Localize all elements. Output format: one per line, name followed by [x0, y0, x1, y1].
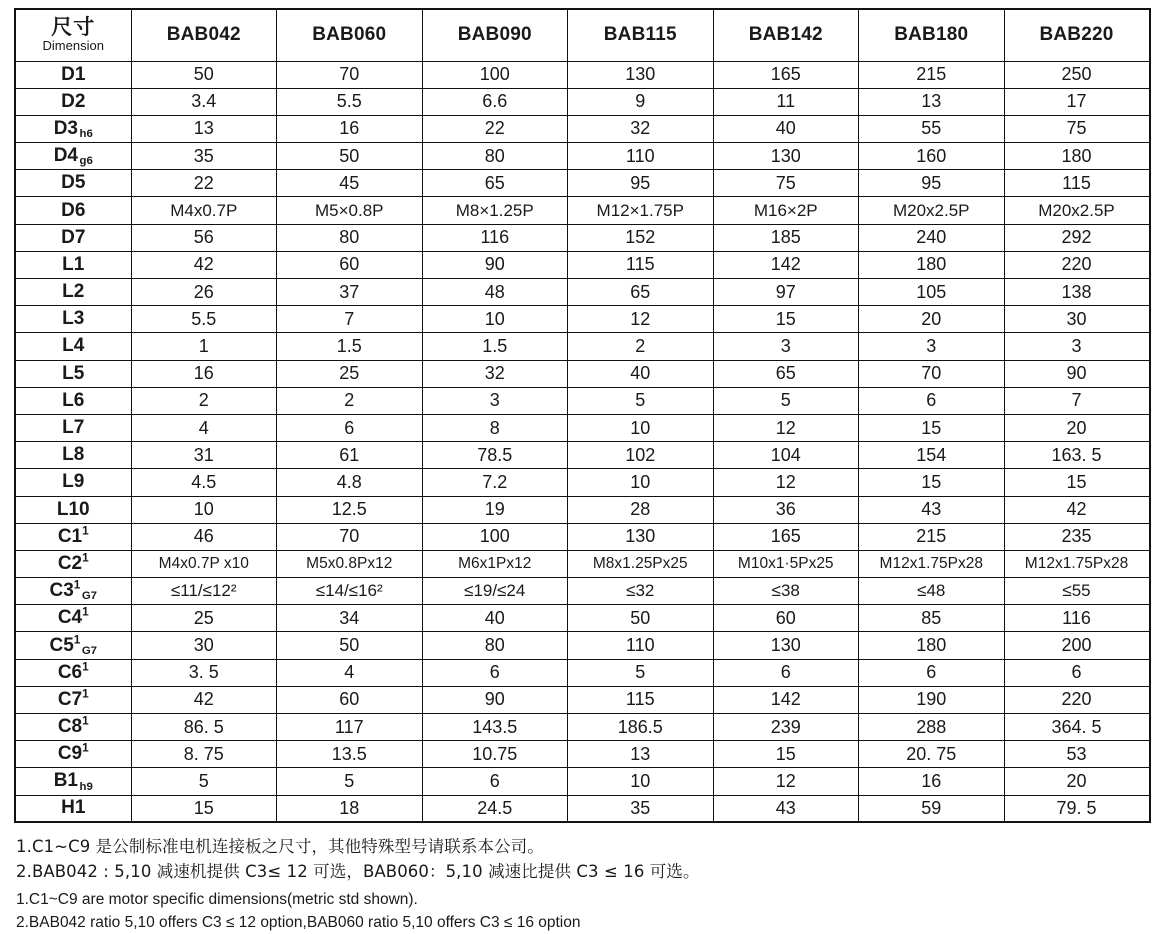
cell-l3-bab180: 20 — [859, 306, 1005, 333]
cell-c5-bab042: 30 — [131, 632, 277, 659]
cell-c9-bab042: 8. 75 — [131, 741, 277, 768]
cell-l3-bab042: 5.5 — [131, 306, 277, 333]
cell-l9-bab220: 15 — [1004, 469, 1150, 496]
row-label-d6: D6 — [15, 197, 131, 224]
cell-d2-bab180: 13 — [859, 88, 1005, 115]
cell-l4-bab142: 3 — [713, 333, 859, 360]
cell-h1-bab115: 35 — [568, 795, 714, 822]
cell-c6-bab220: 6 — [1004, 659, 1150, 686]
cell-d7-bab115: 152 — [568, 224, 714, 251]
cell-c6-bab042: 3. 5 — [131, 659, 277, 686]
cell-d1-bab090: 100 — [422, 61, 568, 88]
cell-d5-bab220: 115 — [1004, 170, 1150, 197]
cell-d7-bab220: 292 — [1004, 224, 1150, 251]
cell-d1-bab142: 165 — [713, 61, 859, 88]
table-row — [15, 333, 1150, 360]
row-label-superscript: 1 — [82, 714, 89, 728]
cell-l7-bab220: 20 — [1004, 414, 1150, 441]
table-row — [15, 659, 1150, 686]
cell-l2-bab090: 48 — [422, 279, 568, 306]
model-header-bab115: BAB115 — [568, 9, 714, 61]
cell-c7-bab142: 142 — [713, 686, 859, 713]
cell-d1-bab060: 70 — [277, 61, 423, 88]
cell-d4-bab220: 180 — [1004, 143, 1150, 170]
cell-l6-bab042: 2 — [131, 387, 277, 414]
cell-b1-bab115: 10 — [568, 768, 714, 795]
table-row — [15, 143, 1150, 170]
cell-l8-bab180: 154 — [859, 442, 1005, 469]
cell-b1-bab060: 5 — [277, 768, 423, 795]
cell-c4-bab090: 40 — [422, 605, 568, 632]
cell-l1-bab142: 142 — [713, 251, 859, 278]
cell-h1-bab060: 18 — [277, 795, 423, 822]
cell-c6-bab142: 6 — [713, 659, 859, 686]
row-label-l6: L6 — [15, 387, 131, 414]
cell-l10-bab060: 12.5 — [277, 496, 423, 523]
cell-d2-bab090: 6.6 — [422, 88, 568, 115]
cell-d1-bab042: 50 — [131, 61, 277, 88]
cell-c8-bab180: 288 — [859, 714, 1005, 741]
cell-c4-bab142: 60 — [713, 605, 859, 632]
cell-l7-bab180: 15 — [859, 414, 1005, 441]
table-row — [15, 224, 1150, 251]
cell-l1-bab042: 42 — [131, 251, 277, 278]
cell-c3-bab115: ≤32 — [568, 578, 714, 605]
cell-l6-bab142: 5 — [713, 387, 859, 414]
cell-d6-bab060: M5×0.8P — [277, 197, 423, 224]
cell-c5-bab220: 200 — [1004, 632, 1150, 659]
cell-d1-bab115: 130 — [568, 61, 714, 88]
cell-l5-bab180: 70 — [859, 360, 1005, 387]
cell-c3-bab220: ≤55 — [1004, 578, 1150, 605]
cell-d6-bab142: M16×2P — [713, 197, 859, 224]
cell-d3-bab180: 55 — [859, 115, 1005, 142]
cell-c4-bab180: 85 — [859, 605, 1005, 632]
cell-d7-bab042: 56 — [131, 224, 277, 251]
row-label-l9: L9 — [15, 469, 131, 496]
cell-l5-bab090: 32 — [422, 360, 568, 387]
cell-l5-bab220: 90 — [1004, 360, 1150, 387]
cell-c2-bab220: M12x1.75Px28 — [1004, 550, 1150, 577]
cell-c1-bab142: 165 — [713, 523, 859, 550]
cell-b1-bab142: 12 — [713, 768, 859, 795]
table-row — [15, 578, 1150, 605]
row-label-superscript: 1 — [82, 687, 89, 701]
cell-c9-bab060: 13.5 — [277, 741, 423, 768]
cell-b1-bab180: 16 — [859, 768, 1005, 795]
cell-l5-bab115: 40 — [568, 360, 714, 387]
cell-l7-bab060: 6 — [277, 414, 423, 441]
cell-c7-bab220: 220 — [1004, 686, 1150, 713]
cell-c7-bab060: 60 — [277, 686, 423, 713]
table-row — [15, 686, 1150, 713]
cell-l6-bab220: 7 — [1004, 387, 1150, 414]
footnotes — [14, 834, 1149, 934]
cell-d6-bab180: M20x2.5P — [859, 197, 1005, 224]
cell-d6-bab115: M12×1.75P — [568, 197, 714, 224]
cell-d6-bab220: M20x2.5P — [1004, 197, 1150, 224]
row-label-c7: $C7^1$ — [15, 686, 131, 713]
row-label-c3: $C3^1_{G7}$ — [15, 578, 131, 605]
cell-d3-bab090: 22 — [422, 115, 568, 142]
cell-l3-bab090: 10 — [422, 306, 568, 333]
model-header-bab042: BAB042 — [131, 9, 277, 61]
cell-c2-bab042: M4x0.7P x10 — [131, 550, 277, 577]
row-label-superscript: 1 — [73, 578, 81, 592]
cell-l7-bab042: 4 — [131, 414, 277, 441]
cell-l10-bab180: 43 — [859, 496, 1005, 523]
cell-c2-bab060: M5x0.8Px12 — [277, 550, 423, 577]
cell-l4-bab220: 3 — [1004, 333, 1150, 360]
table-row — [15, 306, 1150, 333]
cell-c3-bab042: ≤11/≤12² — [131, 578, 277, 605]
cell-l1-bab180: 180 — [859, 251, 1005, 278]
row-label-superscript: 1 — [82, 551, 89, 565]
table-row — [15, 469, 1150, 496]
cell-c8-bab090: 143.5 — [422, 714, 568, 741]
row-label-l5: L5 — [15, 360, 131, 387]
row-label-c9: $C9^1$ — [15, 741, 131, 768]
cell-c9-bab090: 10.75 — [422, 741, 568, 768]
row-label-l3: L3 — [15, 306, 131, 333]
model-header-bab180: BAB180 — [859, 9, 1005, 61]
row-label-l10: L10 — [15, 496, 131, 523]
cell-d1-bab180: 215 — [859, 61, 1005, 88]
row-label-superscript: 1 — [82, 524, 89, 538]
cell-l10-bab220: 42 — [1004, 496, 1150, 523]
cell-l5-bab142: 65 — [713, 360, 859, 387]
cell-c1-bab090: 100 — [422, 523, 568, 550]
cell-l8-bab142: 104 — [713, 442, 859, 469]
cell-c8-bab115: 186.5 — [568, 714, 714, 741]
cell-d2-bab042: 3.4 — [131, 88, 277, 115]
cell-c4-bab220: 116 — [1004, 605, 1150, 632]
model-header-bab220: BAB220 — [1004, 9, 1150, 61]
cell-l6-bab090: 3 — [422, 387, 568, 414]
cell-c2-bab090: M6x1Px12 — [422, 550, 568, 577]
footnote-cn-1: 1.C1~C9 是公制标准电机连接板之尺寸，其他特殊型号请联系本公司。 — [16, 837, 544, 857]
cell-h1-bab180: 59 — [859, 795, 1005, 822]
row-label-c8: $C8^1$ — [15, 714, 131, 741]
row-label-c2: $C2^1$ — [15, 550, 131, 577]
cell-c1-bab042: 46 — [131, 523, 277, 550]
footnote-cn-2: 2.BAB042 : 5,10 减速机提供 C3≤ 12 可选，BAB060：5,10 减速比提供 C3 ≤ 16 可选。 — [16, 862, 700, 882]
cell-c5-bab060: 50 — [277, 632, 423, 659]
cell-c5-bab142: 130 — [713, 632, 859, 659]
cell-c7-bab042: 42 — [131, 686, 277, 713]
cell-c2-bab115: M8x1.25Px25 — [568, 550, 714, 577]
cell-l6-bab180: 6 — [859, 387, 1005, 414]
cell-c9-bab142: 15 — [713, 741, 859, 768]
cell-l3-bab220: 30 — [1004, 306, 1150, 333]
cell-l1-bab060: 60 — [277, 251, 423, 278]
cell-d5-bab060: 45 — [277, 170, 423, 197]
cell-l3-bab060: 7 — [277, 306, 423, 333]
cell-c3-bab090: ≤19/≤24 — [422, 578, 568, 605]
row-label-c5: $C5^1_{G7}$ — [15, 632, 131, 659]
cell-c1-bab180: 215 — [859, 523, 1005, 550]
cell-l4-bab060: 1.5 — [277, 333, 423, 360]
cell-l7-bab115: 10 — [568, 414, 714, 441]
cell-l4-bab180: 3 — [859, 333, 1005, 360]
cell-d5-bab042: 22 — [131, 170, 277, 197]
cell-l5-bab060: 25 — [277, 360, 423, 387]
cell-d3-bab142: 40 — [713, 115, 859, 142]
cell-l3-bab142: 15 — [713, 306, 859, 333]
cell-c7-bab090: 90 — [422, 686, 568, 713]
cell-l4-bab115: 2 — [568, 333, 714, 360]
table-row — [15, 88, 1150, 115]
table-row — [15, 61, 1150, 88]
row-label-c6: $C6^1$ — [15, 659, 131, 686]
row-label-d7: D7 — [15, 224, 131, 251]
cell-d7-bab142: 185 — [713, 224, 859, 251]
footnotes-chinese — [16, 834, 1149, 884]
cell-l6-bab115: 5 — [568, 387, 714, 414]
cell-l1-bab090: 90 — [422, 251, 568, 278]
cell-d7-bab060: 80 — [277, 224, 423, 251]
cell-c4-bab115: 50 — [568, 605, 714, 632]
row-label-subscript: h6 — [79, 128, 93, 141]
cell-c8-bab220: 364. 5 — [1004, 714, 1150, 741]
cell-d7-bab180: 240 — [859, 224, 1005, 251]
cell-l2-bab220: 138 — [1004, 279, 1150, 306]
row-label-l2: L2 — [15, 279, 131, 306]
table-header — [15, 9, 1150, 61]
cell-d2-bab220: 17 — [1004, 88, 1150, 115]
cell-l5-bab042: 16 — [131, 360, 277, 387]
row-label-l4: L4 — [15, 333, 131, 360]
cell-c2-bab180: M12x1.75Px28 — [859, 550, 1005, 577]
cell-c1-bab115: 130 — [568, 523, 714, 550]
cell-l1-bab220: 220 — [1004, 251, 1150, 278]
row-label-d5: D5 — [15, 170, 131, 197]
cell-d4-bab060: 50 — [277, 143, 423, 170]
table-row — [15, 714, 1150, 741]
table-row — [15, 496, 1150, 523]
cell-l8-bab090: 78.5 — [422, 442, 568, 469]
model-header-bab090: BAB090 — [422, 9, 568, 61]
cell-d7-bab090: 116 — [422, 224, 568, 251]
cell-c3-bab142: ≤38 — [713, 578, 859, 605]
cell-d3-bab115: 32 — [568, 115, 714, 142]
cell-c7-bab115: 115 — [568, 686, 714, 713]
row-label-d1: D1 — [15, 61, 131, 88]
cell-c8-bab060: 117 — [277, 714, 423, 741]
cell-c6-bab060: 4 — [277, 659, 423, 686]
cell-c1-bab060: 70 — [277, 523, 423, 550]
table-body — [15, 61, 1150, 822]
cell-l10-bab115: 28 — [568, 496, 714, 523]
cell-d2-bab115: 9 — [568, 88, 714, 115]
cell-l4-bab042: 1 — [131, 333, 277, 360]
cell-c9-bab220: 53 — [1004, 741, 1150, 768]
cell-d6-bab042: M4x0.7P — [131, 197, 277, 224]
cell-l2-bab060: 37 — [277, 279, 423, 306]
cell-l2-bab042: 26 — [131, 279, 277, 306]
cell-b1-bab090: 6 — [422, 768, 568, 795]
cell-c7-bab180: 190 — [859, 686, 1005, 713]
cell-c8-bab142: 239 — [713, 714, 859, 741]
table-row — [15, 632, 1150, 659]
cell-l8-bab060: 61 — [277, 442, 423, 469]
cell-d5-bab090: 65 — [422, 170, 568, 197]
cell-l9-bab060: 4.8 — [277, 469, 423, 496]
row-label-l1: L1 — [15, 251, 131, 278]
cell-l8-bab115: 102 — [568, 442, 714, 469]
row-label-c1: $C1^1$ — [15, 523, 131, 550]
cell-c4-bab042: 25 — [131, 605, 277, 632]
cell-c9-bab115: 13 — [568, 741, 714, 768]
row-label-l7: L7 — [15, 414, 131, 441]
cell-d5-bab115: 95 — [568, 170, 714, 197]
cell-h1-bab090: 24.5 — [422, 795, 568, 822]
cell-h1-bab220: 79. 5 — [1004, 795, 1150, 822]
header-row — [15, 9, 1150, 61]
row-label-d4: D4 $_{g6}$ — [15, 143, 131, 170]
cell-d5-bab142: 75 — [713, 170, 859, 197]
cell-l9-bab115: 10 — [568, 469, 714, 496]
cell-l10-bab042: 10 — [131, 496, 277, 523]
cell-l1-bab115: 115 — [568, 251, 714, 278]
model-header-bab142: BAB142 — [713, 9, 859, 61]
table-row — [15, 605, 1150, 632]
table-row — [15, 115, 1150, 142]
cell-c9-bab180: 20. 75 — [859, 741, 1005, 768]
footnotes-english — [16, 888, 1149, 934]
table-row — [15, 279, 1150, 306]
table-row — [15, 741, 1150, 768]
dimension-header-cell — [15, 9, 131, 61]
cell-l4-bab090: 1.5 — [422, 333, 568, 360]
cell-l9-bab042: 4.5 — [131, 469, 277, 496]
row-label-c4: $C4^1$ — [15, 605, 131, 632]
row-label-l8: L8 — [15, 442, 131, 469]
cell-c2-bab142: M10x1·5Px25 — [713, 550, 859, 577]
cell-c1-bab220: 235 — [1004, 523, 1150, 550]
cell-c3-bab180: ≤48 — [859, 578, 1005, 605]
table-row — [15, 414, 1150, 441]
cell-l7-bab142: 12 — [713, 414, 859, 441]
table-row — [15, 197, 1150, 224]
row-label-superscript: 1 — [82, 741, 89, 755]
cell-l6-bab060: 2 — [277, 387, 423, 414]
cell-c6-bab090: 6 — [422, 659, 568, 686]
cell-c5-bab180: 180 — [859, 632, 1005, 659]
row-label-d2: D2 — [15, 88, 131, 115]
cell-l10-bab090: 19 — [422, 496, 568, 523]
cell-d6-bab090: M8×1.25P — [422, 197, 568, 224]
cell-d2-bab142: 11 — [713, 88, 859, 115]
cell-d3-bab060: 16 — [277, 115, 423, 142]
row-label-b1: B1 $_{h9}$ — [15, 768, 131, 795]
cell-c4-bab060: 34 — [277, 605, 423, 632]
cell-l2-bab115: 65 — [568, 279, 714, 306]
cell-l9-bab180: 15 — [859, 469, 1005, 496]
table-row — [15, 387, 1150, 414]
cell-l10-bab142: 36 — [713, 496, 859, 523]
cell-c6-bab180: 6 — [859, 659, 1005, 686]
row-label-subscript: h9 — [79, 780, 93, 793]
cell-d2-bab060: 5.5 — [277, 88, 423, 115]
row-label-h1: H1 — [15, 795, 131, 822]
table-row — [15, 360, 1150, 387]
cell-c5-bab115: 110 — [568, 632, 714, 659]
cell-l7-bab090: 8 — [422, 414, 568, 441]
table-row — [15, 251, 1150, 278]
cell-c6-bab115: 5 — [568, 659, 714, 686]
cell-d4-bab180: 160 — [859, 143, 1005, 170]
table-row — [15, 170, 1150, 197]
row-label-superscript: 1 — [73, 633, 81, 647]
dimension-header-en: Dimension — [42, 38, 104, 54]
table-row — [15, 442, 1150, 469]
row-label-subscript: G7 — [81, 644, 98, 657]
row-label-subscript: g6 — [79, 155, 93, 168]
row-label-subscript: G7 — [81, 590, 98, 603]
cell-l9-bab142: 12 — [713, 469, 859, 496]
row-label-d3: D3 $_{h6}$ — [15, 115, 131, 142]
cell-c5-bab090: 80 — [422, 632, 568, 659]
table-row — [15, 523, 1150, 550]
cell-l9-bab090: 7.2 — [422, 469, 568, 496]
cell-d4-bab142: 130 — [713, 143, 859, 170]
cell-l3-bab115: 12 — [568, 306, 714, 333]
cell-l8-bab220: 163. 5 — [1004, 442, 1150, 469]
footnote-en-2: 2.BAB042 ratio 5,10 offers C3 ≤ 12 option,BAB060 ratio 5,10 offers C3 ≤ 16 option — [16, 914, 581, 932]
cell-h1-bab042: 15 — [131, 795, 277, 822]
cell-c8-bab042: 86. 5 — [131, 714, 277, 741]
cell-d3-bab042: 13 — [131, 115, 277, 142]
dimension-table — [14, 8, 1151, 823]
footnote-en-1: 1.C1~C9 are motor specific dimensions(metric std shown). — [16, 891, 418, 909]
row-label-superscript: 1 — [82, 606, 89, 620]
cell-c3-bab060: ≤14/≤16² — [277, 578, 423, 605]
table-row — [15, 550, 1150, 577]
cell-l2-bab180: 105 — [859, 279, 1005, 306]
cell-d4-bab115: 110 — [568, 143, 714, 170]
cell-b1-bab220: 20 — [1004, 768, 1150, 795]
cell-d3-bab220: 75 — [1004, 115, 1150, 142]
table-row — [15, 795, 1150, 822]
cell-l2-bab142: 97 — [713, 279, 859, 306]
cell-d5-bab180: 95 — [859, 170, 1005, 197]
dimension-header-cn: 尺寸 — [51, 15, 96, 40]
cell-l8-bab042: 31 — [131, 442, 277, 469]
cell-d4-bab090: 80 — [422, 143, 568, 170]
cell-d1-bab220: 250 — [1004, 61, 1150, 88]
cell-b1-bab042: 5 — [131, 768, 277, 795]
cell-h1-bab142: 43 — [713, 795, 859, 822]
cell-d4-bab042: 35 — [131, 143, 277, 170]
table-row — [15, 768, 1150, 795]
model-header-bab060: BAB060 — [277, 9, 423, 61]
row-label-superscript: 1 — [82, 660, 89, 674]
